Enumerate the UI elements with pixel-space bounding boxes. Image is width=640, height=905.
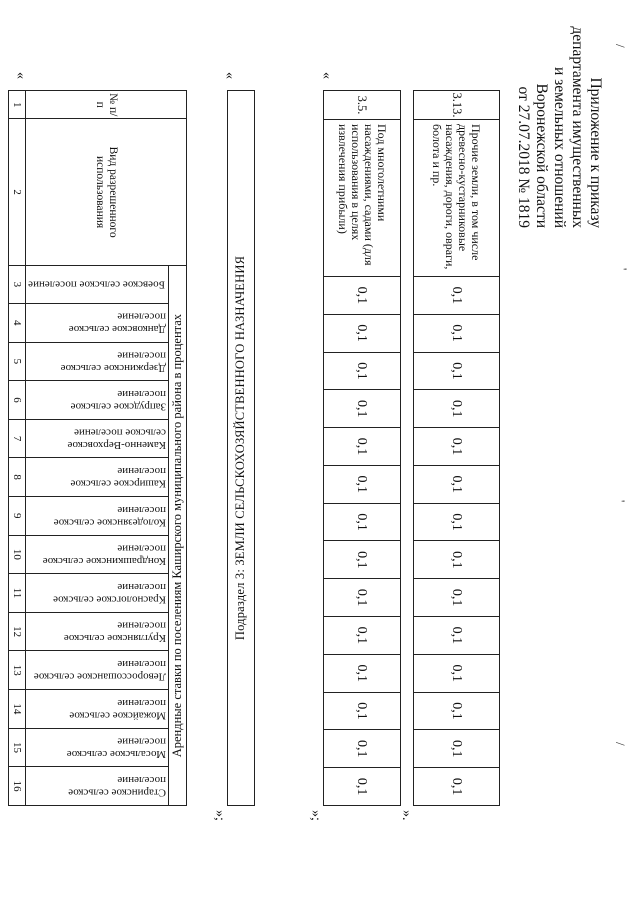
rate-value: 0,1 [324,768,401,806]
rate-value: 0,1 [414,768,500,806]
settlement-header-cell [26,342,169,381]
settlement-name: Краснологское сельское поселение [53,581,166,606]
settlement-header-cell [26,535,169,574]
settlement-header-cell [26,651,169,690]
rate-value: 0,1 [324,617,401,655]
rate-value: 0,1 [414,390,500,428]
column-number: 3 [9,265,26,303]
rate-value: 0,1 [324,730,401,768]
close-quote-mark: ». [399,810,414,821]
rate-value: 0,1 [414,692,500,730]
data-row-table [323,90,401,806]
column-number: 2 [9,119,26,265]
rate-value: 0,1 [324,541,401,579]
close-quote-mark: »; [308,810,323,821]
settlement-header-cell [26,458,169,497]
rate-value: 0,1 [324,579,401,617]
rate-value: 0,1 [414,617,500,655]
column-number: 16 [9,767,26,806]
rate-value: 0,1 [414,352,500,390]
rate-value: 0,1 [414,428,500,466]
settlement-name: Можайское сельское поселение [69,696,166,722]
column-number: 7 [9,419,26,458]
settlement-header-cell [26,265,169,303]
rate-value: 0,1 [414,730,500,768]
settlement-header-cell [26,419,169,458]
column-number: 9 [9,496,26,535]
settlement-header-cell [26,690,169,729]
column-number: 5 [9,342,26,381]
approval-line: Приложение к приказу [587,77,604,228]
rate-value: 0,1 [324,277,401,315]
rate-value: 0,1 [414,465,500,503]
settlement-header-cell [26,496,169,535]
rate-value: 0,1 [324,352,401,390]
column-number: 15 [9,728,26,767]
settlement-name: Мосальское сельское поселение [66,735,166,760]
open-quote-mark: « [222,72,237,79]
rate-value: 0,1 [324,465,401,503]
close-quote-mark: »; [212,810,227,821]
column-number: 12 [9,612,26,651]
settlement-header-cell [26,303,169,342]
column-number: 4 [9,303,26,342]
settlement-header-cell [26,767,169,806]
approval-block [514,18,604,228]
rate-value: 0,1 [414,277,500,315]
settlement-header-cell [26,574,169,613]
open-quote-mark: « [13,72,28,79]
column-number: 8 [9,458,26,497]
rate-value: 0,1 [414,503,500,541]
rate-value: 0,1 [324,654,401,692]
settlement-name: Боевское сельское поселение [28,278,166,291]
column-number: 13 [9,651,26,690]
settlement-name: Данковское сельское поселение [68,310,166,336]
header-group-cell [169,265,187,805]
section-heading-table [227,90,255,806]
row-code: 3.13. [414,91,500,120]
scan-mark: / [613,44,628,48]
approval-line: и земельных отношений [551,66,568,228]
table-row [414,91,500,806]
column-number: 14 [9,690,26,729]
header-num-cell [26,91,187,119]
column-number: 1 [9,91,26,119]
row-code: 3.5. [324,91,401,120]
section-title: Подраздел 3: ЗЕМЛИ СЕЛЬСКОХОЗЯЙСТВЕННОГО НАЗНАЧЕНИЯ [233,255,248,641]
settlement-name: Колодезянское сельское поселение [53,503,166,529]
rate-value: 0,1 [324,692,401,730]
column-number: 11 [9,574,26,613]
settlement-header-cell [26,612,169,651]
column-number: 6 [9,381,26,420]
settlement-name: Каменно-Верховское сельское поселение [67,426,166,452]
section-heading-cell [228,91,255,806]
header-kind-label: Вид разрешенного использования [94,146,119,238]
settlement-name: Запрудское сельское поселение [70,387,166,413]
table-row [324,91,401,806]
rate-value: 0,1 [324,428,401,466]
column-number: 10 [9,535,26,574]
scan-mark: ' [615,268,630,271]
row-description: Прочие земли, в том числе древесно-кустарниковые насаждения, дороги, овраги, болота и пр. [414,120,500,277]
rate-value: 0,1 [414,579,500,617]
approval-line: от 27.07.2018 № 1819 [515,86,532,228]
settlement-header-cell [26,728,169,767]
scan-mark: ' [613,500,628,503]
settlement-name: Старинское сельское поселение [68,774,166,799]
header-num-label: № п/п [94,93,119,117]
approval-line: департамента имущественных [569,26,586,228]
rate-value: 0,1 [414,654,500,692]
scan-mark: / [613,742,628,746]
rate-value: 0,1 [414,314,500,352]
rate-value: 0,1 [324,314,401,352]
settlement-name: Каширское сельское поселение [70,465,166,490]
rates-header-table [8,90,187,806]
open-quote-mark: « [319,72,334,79]
column-number-row [9,91,26,806]
settlement-name: Левороссошанское сельское поселение [33,658,166,683]
data-row-table [413,90,500,806]
row-description: Под многолетними насаждениями, садами (для использования в целях извлечения прибыли) [324,120,401,277]
settlement-name: Кондрашкинское сельское поселение [42,542,166,567]
rate-value: 0,1 [324,503,401,541]
settlement-name: Круглянское сельское поселение [63,619,166,645]
approval-line: Воронежской области [533,83,550,228]
header-kind-cell [26,119,187,265]
settlement-header-cell [26,381,169,420]
settlement-name: Дзержинское сельское поселение [60,349,166,374]
rate-value: 0,1 [414,541,500,579]
rate-value: 0,1 [324,390,401,428]
header-group-label: Арендные ставки по поселениям Каширского муниципального района в процентах [170,313,184,758]
